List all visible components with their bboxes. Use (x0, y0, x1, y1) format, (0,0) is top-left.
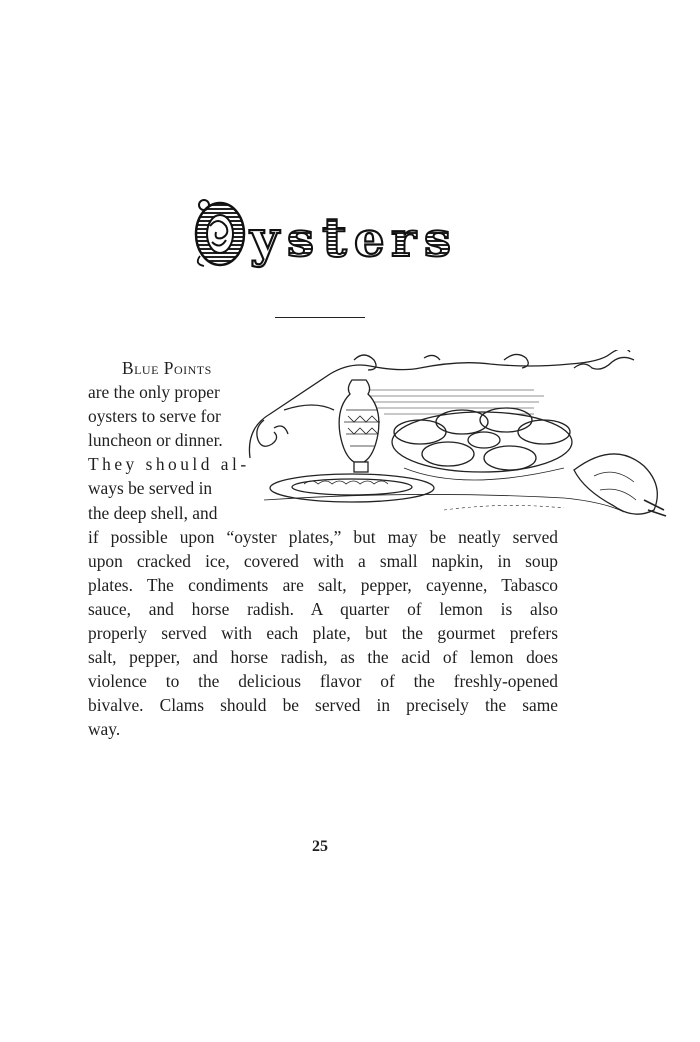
svg-text:y: y (250, 209, 280, 268)
text-line-9: upon cracked ice, covered with a small napkin, in soup (88, 550, 558, 571)
text-line-2: are the only proper (88, 382, 220, 403)
lead-in-small-caps: Blue Points (122, 358, 212, 378)
text-line-13: salt, pepper, and horse radish, as the acid of lemon does (88, 647, 558, 668)
text-line-8: if possible upon “oyster plates,” but may be neatly served (88, 526, 558, 547)
svg-text:e: e (354, 212, 385, 268)
svg-text:r: r (391, 212, 417, 268)
svg-text:s: s (287, 212, 315, 268)
text-line-3: oysters to serve for (88, 406, 221, 427)
text-line-5: They should al- (88, 454, 250, 475)
text-line-6: ways be served in (88, 478, 213, 499)
body-text (88, 356, 558, 742)
ornamental-title-oysters (190, 196, 470, 276)
page-number: 25 (312, 838, 328, 855)
text-line-1 (88, 356, 297, 380)
text-line-14: violence to the delicious flavor of the freshly-opened (88, 671, 558, 692)
page-title (190, 196, 470, 276)
text-line-10: plates. The condiments are salt, pepper, cayenne, Tabasco (88, 574, 558, 595)
svg-text:s: s (424, 212, 452, 268)
text-line-4: luncheon or dinner. (88, 430, 223, 451)
text-line-7: the deep shell, and (88, 502, 218, 523)
text-line-15: bivalve. Clams should be served in precisely the same (88, 695, 558, 716)
text-line-16: way. (88, 719, 121, 740)
text-line-12: properly served with each plate, but the gourmet prefers (88, 623, 558, 644)
text-line-11: sauce, and horse radish. A quarter of lemon is also (88, 598, 558, 619)
svg-text:t: t (322, 205, 347, 269)
title-divider (275, 317, 365, 318)
